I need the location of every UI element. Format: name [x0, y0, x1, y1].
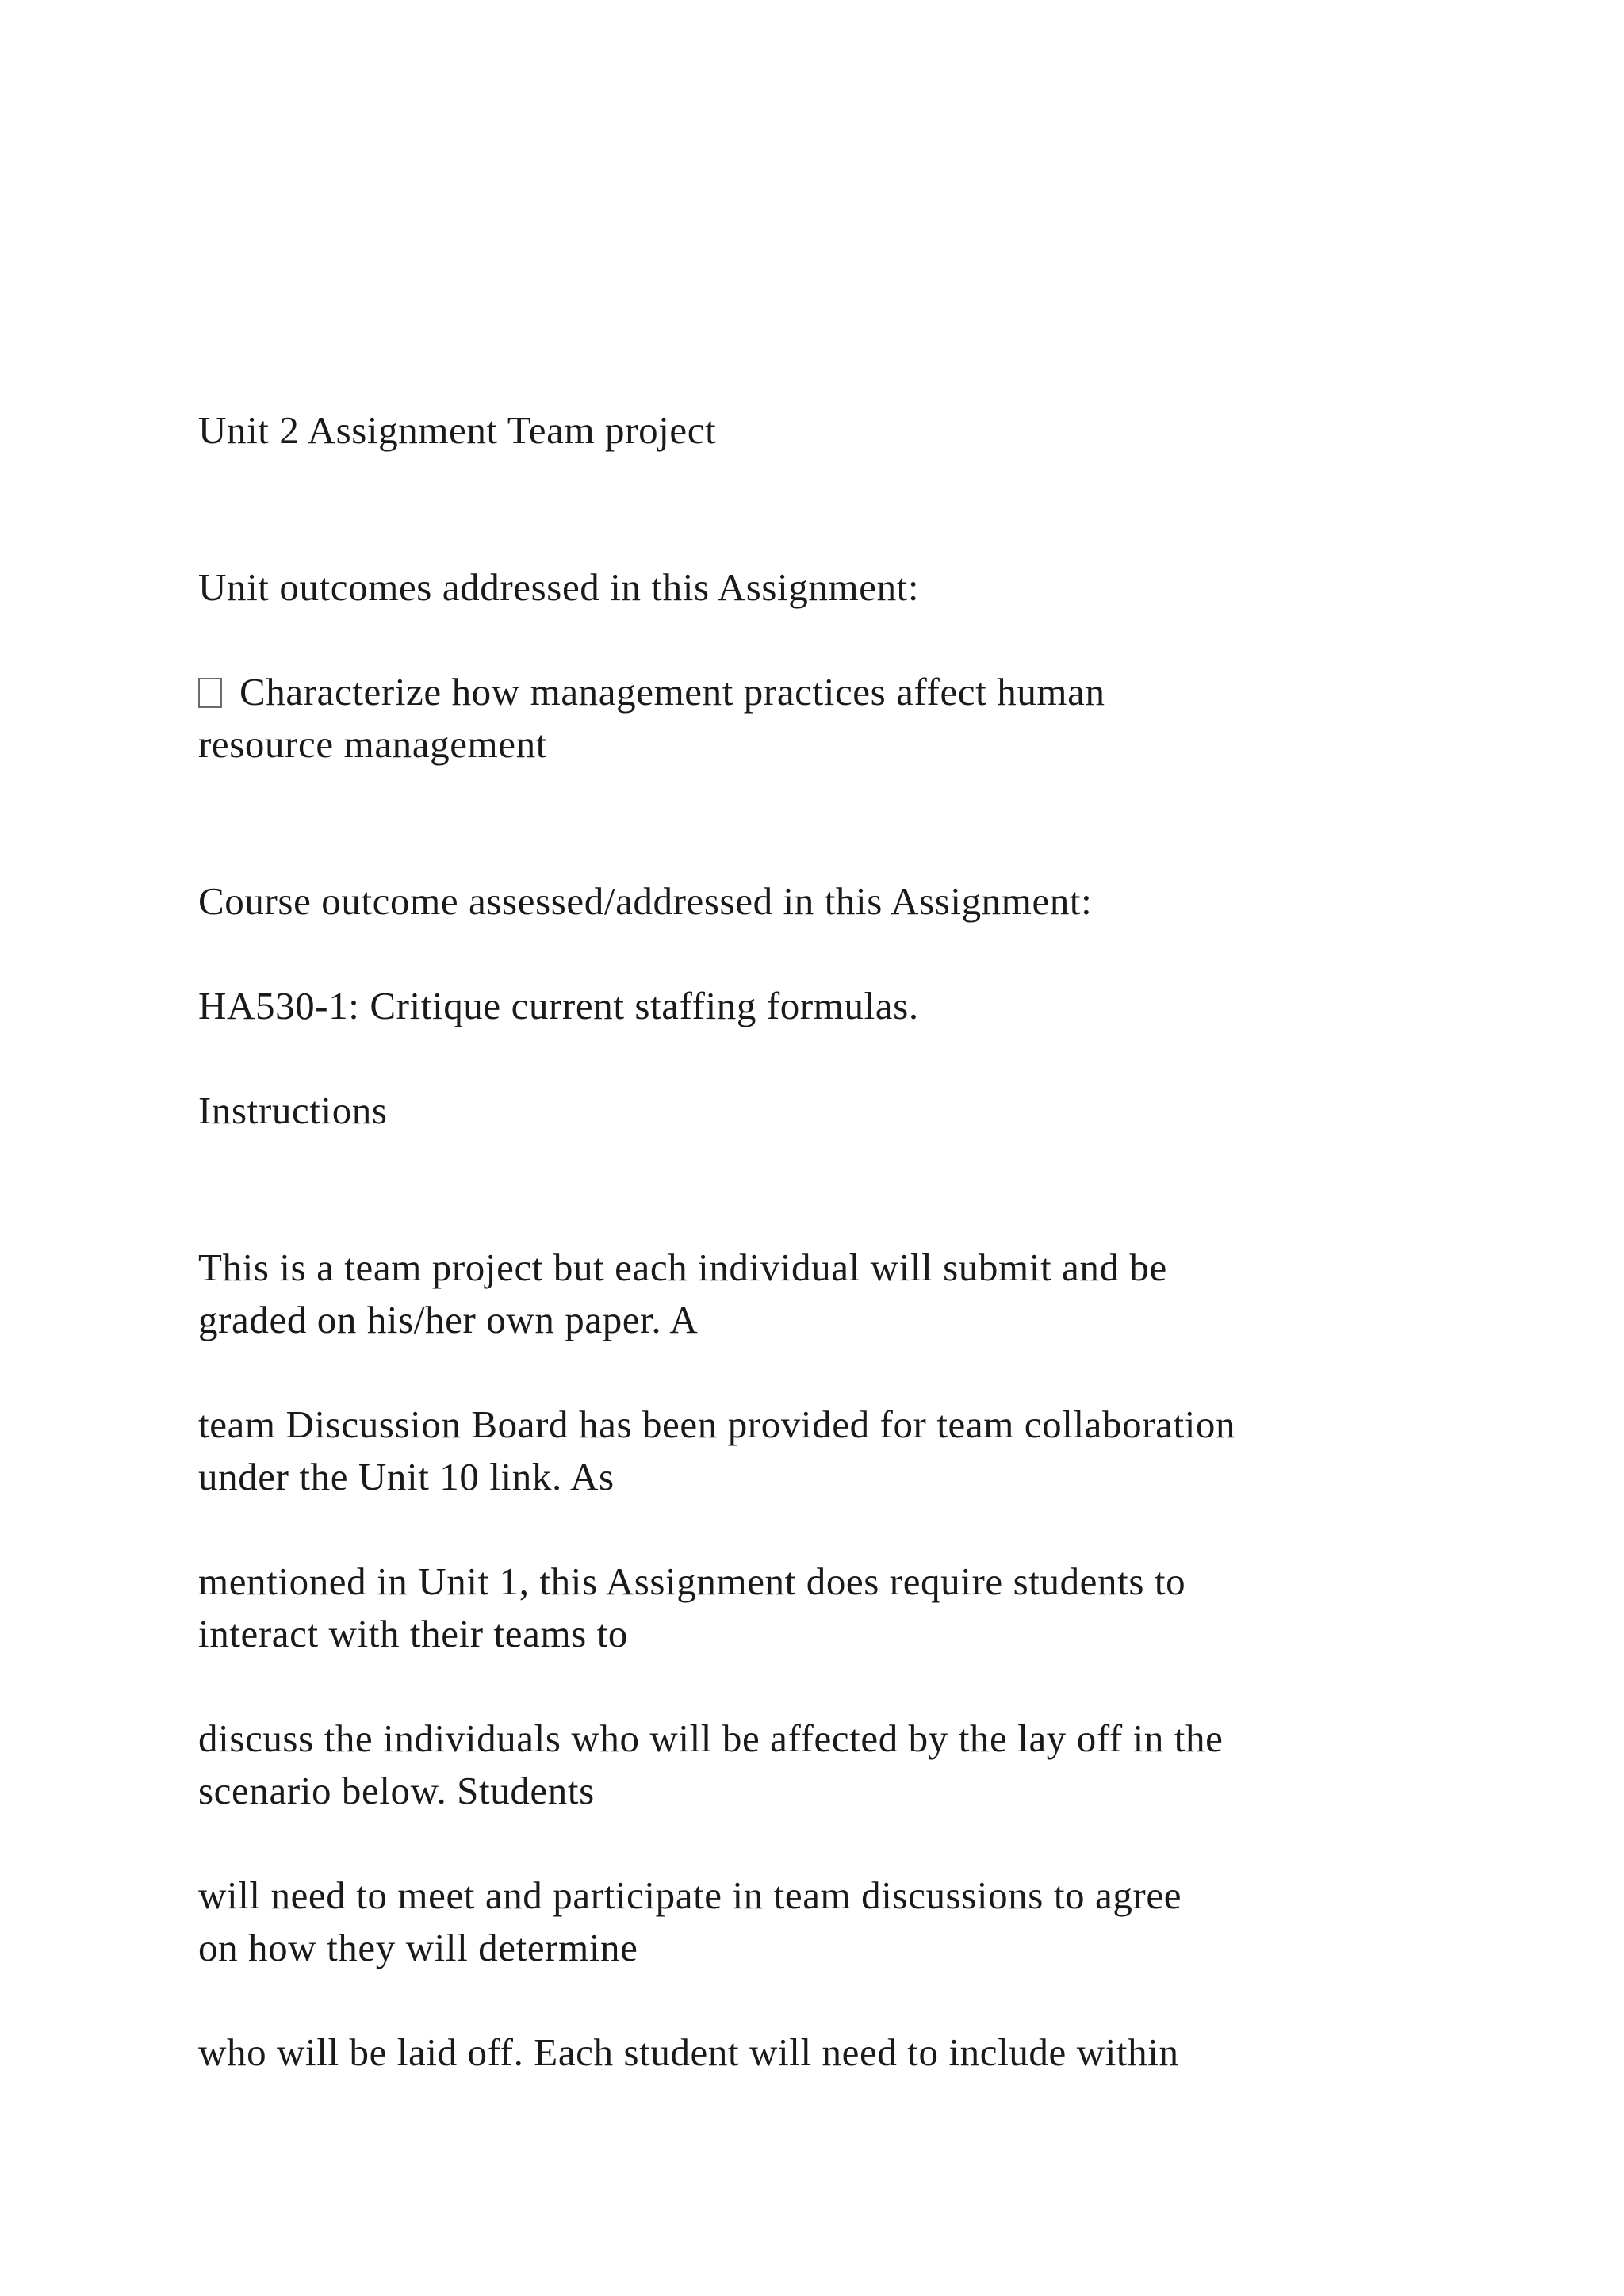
paragraph-4-line-1: discuss the individuals who will be affected by the lay off in the — [198, 1716, 1224, 1760]
paragraph-2-line-2: under the Unit 10 link. As — [198, 1455, 615, 1498]
paragraph-1-line-1: This is a team project but each individual will submit and be — [198, 1246, 1167, 1289]
paragraph-3-line-2: interact with their teams to — [198, 1612, 629, 1655]
course-outcome-text: HA530-1: Critique current staffing formulas. — [198, 984, 919, 1027]
unit-outcomes-heading: Unit outcomes addressed in this Assignment: — [198, 565, 920, 609]
paragraph-5-line-2: on how they will determine — [198, 1926, 638, 1969]
paragraph-3-line-1: mentioned in Unit 1, this Assignment does require students to — [198, 1559, 1186, 1603]
paragraph-6-line-1: who will be laid off. Each student will need to include within — [198, 2030, 1179, 2074]
paragraph-4-line-2: scenario below. Students — [198, 1769, 595, 1812]
course-outcome-heading: Course outcome assessed/addressed in this Assignment: — [198, 879, 1093, 923]
document-title: Unit 2 Assignment Team project — [198, 408, 717, 452]
instructions-heading: Instructions — [198, 1089, 388, 1132]
paragraph-5-line-1: will need to meet and participate in team discussions to agree — [198, 1873, 1182, 1917]
paragraph-2-line-1: team Discussion Board has been provided for team collaboration — [198, 1402, 1236, 1446]
unit-outcome-text: Characterize how management practices affect human — [239, 670, 1105, 714]
unit-outcome-bullet-line-1 — [198, 666, 1105, 718]
paragraph-1-line-2: graded on his/her own paper. A — [198, 1298, 699, 1341]
missing-glyph-box-icon — [198, 678, 222, 708]
unit-outcome-bullet-line-2: resource management — [198, 722, 547, 766]
